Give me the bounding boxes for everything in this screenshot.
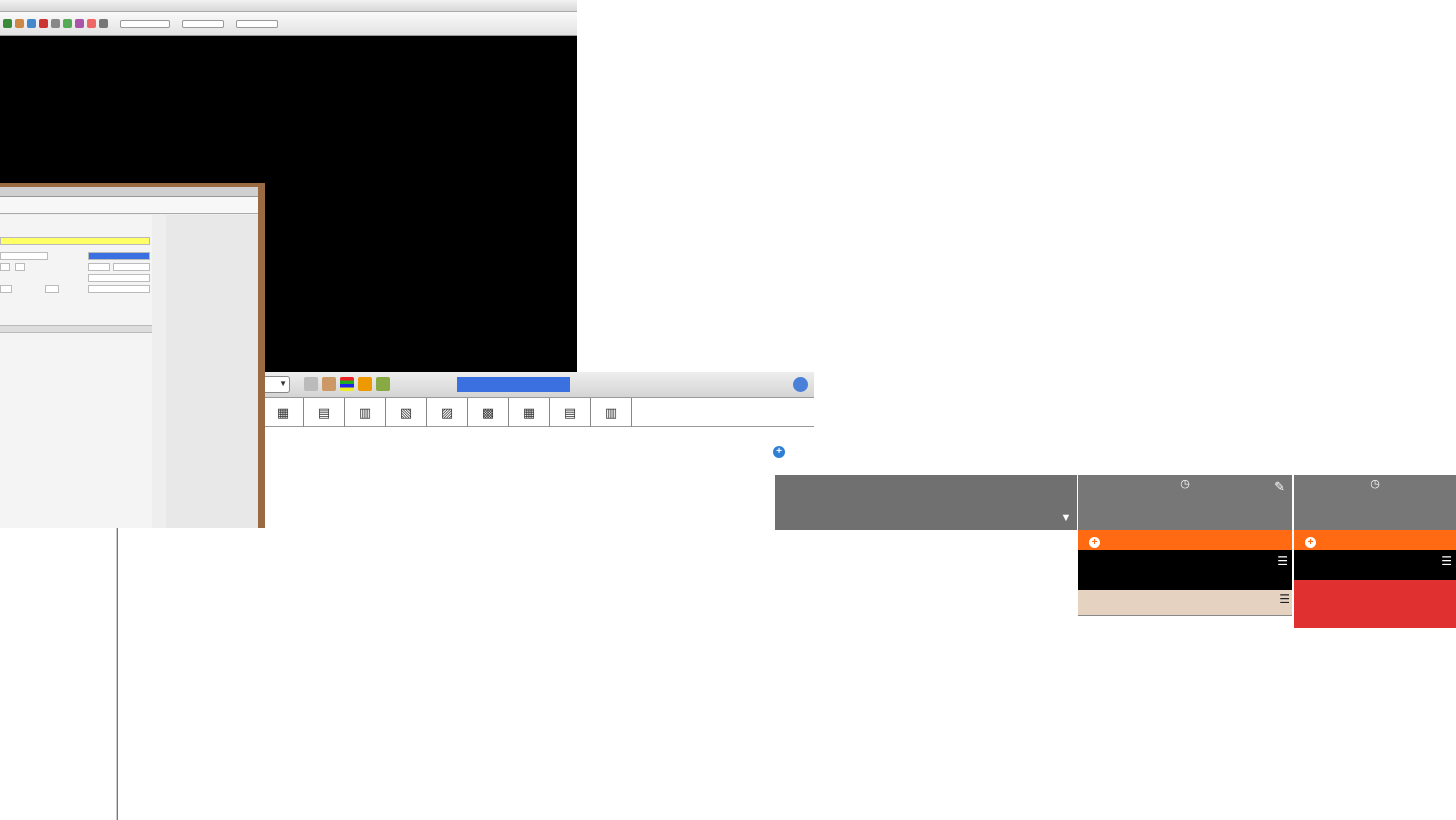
script-day-num[interactable] — [0, 285, 12, 293]
add-banner-button[interactable] — [1078, 530, 1292, 550]
location-block[interactable] — [1294, 550, 1456, 580]
est-time-field-2[interactable] — [113, 263, 150, 271]
strip-split-icon[interactable]: ▤ — [550, 398, 591, 427]
save-icon[interactable] — [27, 19, 36, 28]
clock-icon: ◷ — [1180, 478, 1190, 490]
filter-icon[interactable] — [75, 19, 84, 28]
phase-select[interactable] — [88, 252, 150, 260]
hamburger-icon[interactable]: ☰ — [1279, 592, 1290, 606]
scheduler-tool-group — [304, 377, 390, 391]
board-select[interactable] — [182, 20, 224, 28]
day-purple-column — [1078, 530, 1292, 820]
date-field[interactable] — [0, 237, 150, 245]
notes-tab[interactable] — [0, 326, 75, 332]
day-purple-header — [1078, 475, 1292, 530]
stripboard-toolbar — [0, 12, 580, 36]
strip-down-icon[interactable]: ▧ — [386, 398, 427, 427]
breakdown-form — [0, 215, 152, 325]
add-production-day-link[interactable] — [773, 446, 790, 458]
strip-insert-icon[interactable]: ▤ — [304, 398, 345, 427]
info-icon[interactable] — [793, 377, 808, 392]
abbreviation-legend — [1305, 22, 1345, 118]
breakdown-details — [0, 215, 152, 528]
stripboard-icon[interactable] — [340, 377, 354, 391]
plus-circle-icon: + — [1305, 537, 1316, 548]
color-icon[interactable] — [87, 19, 96, 28]
person-icon[interactable] — [358, 377, 372, 391]
new-icon[interactable] — [3, 19, 12, 28]
picture-tab[interactable] — [75, 326, 150, 332]
phase-select[interactable] — [457, 377, 570, 392]
breakdown-list-header — [0, 325, 152, 333]
day-red-header — [1294, 475, 1456, 530]
plus-circle-icon: + — [1089, 537, 1100, 548]
breakdown-window — [0, 187, 258, 528]
cast-icon[interactable] — [376, 377, 390, 391]
print-icon[interactable] — [99, 19, 108, 28]
boxes-icon[interactable] — [322, 377, 336, 391]
calendar-select[interactable] — [236, 20, 278, 28]
strip-merge-icon[interactable]: ▦ — [509, 398, 550, 427]
unit-call-slot[interactable] — [1078, 590, 1292, 616]
callsheet-board — [757, 440, 1456, 820]
delete-icon[interactable] — [39, 19, 48, 28]
hamburger-icon[interactable]: ☰ — [1277, 554, 1288, 568]
cut-icon[interactable] — [51, 19, 60, 28]
day-select[interactable] — [0, 252, 48, 260]
sort-icon[interactable] — [63, 19, 72, 28]
est-time-field[interactable] — [88, 263, 110, 271]
plus-circle-icon: + — [773, 446, 785, 458]
cube-icon[interactable] — [304, 377, 318, 391]
strip-move-icon[interactable]: ▥ — [591, 398, 632, 427]
breakdown-window-frame — [0, 183, 265, 528]
open-icon[interactable] — [15, 19, 24, 28]
strip-up-icon[interactable]: ▥ — [345, 398, 386, 427]
sequence-field[interactable] — [88, 285, 150, 293]
project-title — [166, 215, 258, 231]
filter-icon[interactable]: ▼ — [1060, 512, 1072, 524]
add-banner-button[interactable] — [1294, 530, 1456, 550]
strip-icon[interactable]: ▦ — [263, 398, 304, 427]
strip-add-day-icon[interactable]: ▩ — [468, 398, 509, 427]
unit-field[interactable] — [88, 274, 150, 282]
wrap-slot[interactable] — [1294, 580, 1456, 628]
clock-icon: ◷ — [1370, 478, 1380, 490]
page-eighths[interactable] — [0, 263, 10, 271]
layout-select[interactable] — [120, 20, 170, 28]
breakdown-tabbar — [0, 197, 258, 214]
hamburger-icon[interactable]: ☰ — [1441, 554, 1452, 568]
breakdown-scene-list — [166, 215, 258, 528]
stripboard-menubar — [0, 0, 580, 12]
scene-number-column — [0, 528, 117, 820]
location-block[interactable] — [1078, 550, 1292, 590]
elements-heading — [0, 333, 152, 342]
script-day-field[interactable] — [45, 285, 59, 293]
pencil-icon[interactable]: ✎ — [1274, 479, 1285, 494]
strip-add-icon[interactable]: ▨ — [427, 398, 468, 427]
breakdown-titlebar — [0, 187, 258, 197]
day-break-strip[interactable] — [0, 36, 580, 47]
day-red-column — [1294, 530, 1456, 820]
scenes-column-header — [775, 475, 1077, 530]
page-count[interactable] — [15, 263, 25, 271]
